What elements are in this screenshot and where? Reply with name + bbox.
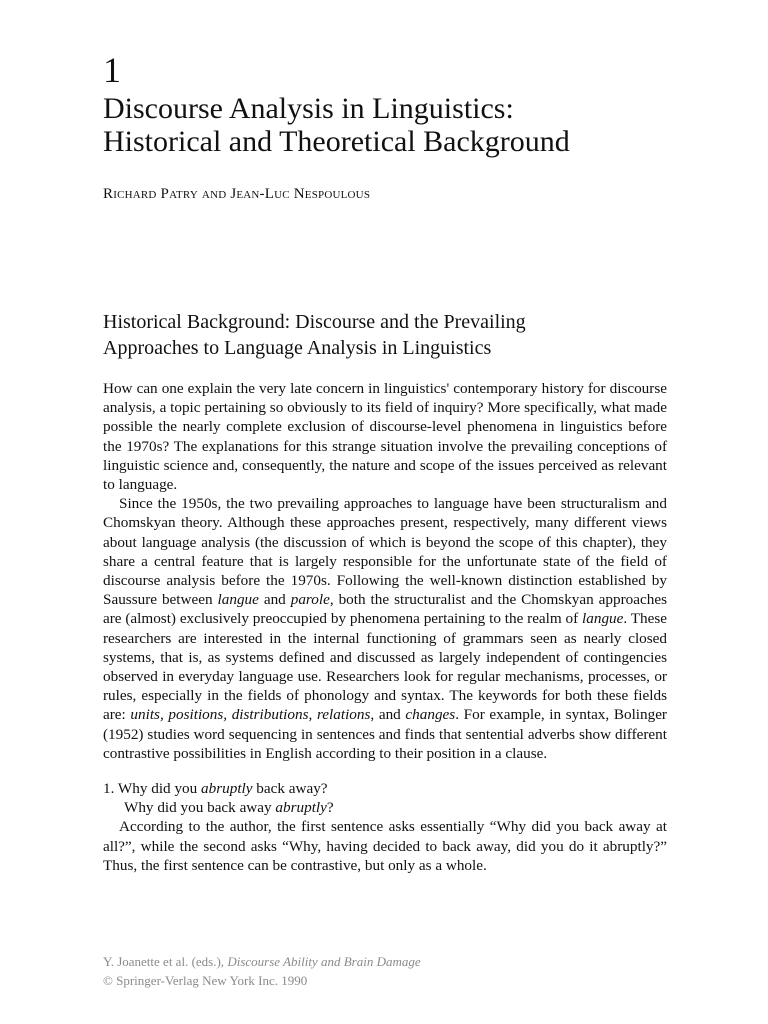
footer-citation <box>103 952 421 971</box>
chapter-authors: Richard Patry and Jean-Luc Nespoulous <box>103 186 371 202</box>
footer-copyright: © Springer-Verlag New York Inc. 1990 <box>103 973 308 988</box>
paragraph-2-and: and <box>258 591 291 609</box>
chapter-title <box>103 92 667 158</box>
section-heading-line2: Approaches to Language Analysis in Linguistics <box>103 337 492 359</box>
example-line-2-emphasis: abruptly <box>275 799 327 817</box>
paragraph-1: How can one explain the very late concern in linguistics' contemporary history for discourse analysis, a topic pertaining so obviously to its field of inquiry? More specifically, what made possible the nearly complete exclusion of discourse-level phenomena in linguistics before the 1970s? The explanations for this strange situation involve the prevailing conceptions of linguistic science and, consequently, the nature and scope of the issues perceived as relevant to language. <box>103 380 667 494</box>
body-text <box>103 379 667 875</box>
paragraph-2-text-d: . For example, in syntax, Bolinger (1952) studies word sequencing in sentences and finds that sentential adverbs show different contrastive possibilities in English according to their position in a clause. <box>103 706 667 762</box>
example-line-1-text-b: back away? <box>252 780 328 798</box>
term-parole: parole <box>290 591 330 609</box>
example-line-1-emphasis: abruptly <box>201 780 253 798</box>
example-line-2-text-b: ? <box>326 799 334 817</box>
example-1 <box>103 779 667 817</box>
chapter-number: 1 <box>103 50 121 90</box>
section-heading <box>103 309 667 361</box>
footer-editors: Y. Joanette et al. (eds.), <box>103 954 228 969</box>
term-langue-2: langue <box>582 610 624 628</box>
page-content <box>103 52 667 875</box>
chapter-title-line2: Historical and Theoretical Background <box>103 125 570 158</box>
term-langue: langue <box>217 591 259 609</box>
copyright-footer <box>103 952 421 990</box>
keywords-list: units, positions, distributions, relations <box>130 706 371 724</box>
example-line-2-text-a: Why did you back away <box>124 799 276 817</box>
footer-book-title: Discourse Ability and Brain Damage <box>227 954 421 969</box>
example-line-2 <box>103 798 667 817</box>
paragraph-2-text-a: Since the 1950s, the two prevailing approaches to language have been structuralism and Chomskyan theory. Although these approaches present, respectively, many different views about language analysis (the discussion of which is beyond the scope of this chapter), they share a central feature that is largely responsible for the unfortunate state of the field of discourse analysis before the 1970s. Following the well-known distinction established by Saussure between <box>103 495 667 609</box>
example-line-1 <box>103 779 667 798</box>
keyword-changes: changes <box>405 706 456 724</box>
paragraph-2-text-b: , both the structuralist and the Chomskyan approaches are (almost) exclusively preoccupied by phenomena pertaining to the realm of <box>103 591 667 628</box>
paragraph-2-and-2: , and <box>370 706 406 724</box>
example-number: 1. <box>103 780 115 798</box>
paragraph-2 <box>103 494 667 763</box>
chapter-title-line1: Discourse Analysis in Linguistics: <box>103 92 514 125</box>
paragraph-3: According to the author, the first sentence asks essentially “Why did you back away at all?”, while the second asks “Why, having decided to back away, did you do it abruptly?” Thus, the first sentence can be contrastive, but only as a whole. <box>103 818 667 874</box>
example-line-1-text-a: Why did you <box>117 780 202 798</box>
paragraph-2-text-c: . These researchers are interested in the internal functioning of grammars seen as nearly closed systems, that is, as systems defined and discussed as largely independent of contingencies observed in everyday language use. Researchers look for regular mechanisms, processes, or rules, especially in the fields of phonology and syntax. The keywords for both these fields are: <box>103 610 667 724</box>
section-heading-line1: Historical Background: Discourse and the Prevailing <box>103 311 526 333</box>
